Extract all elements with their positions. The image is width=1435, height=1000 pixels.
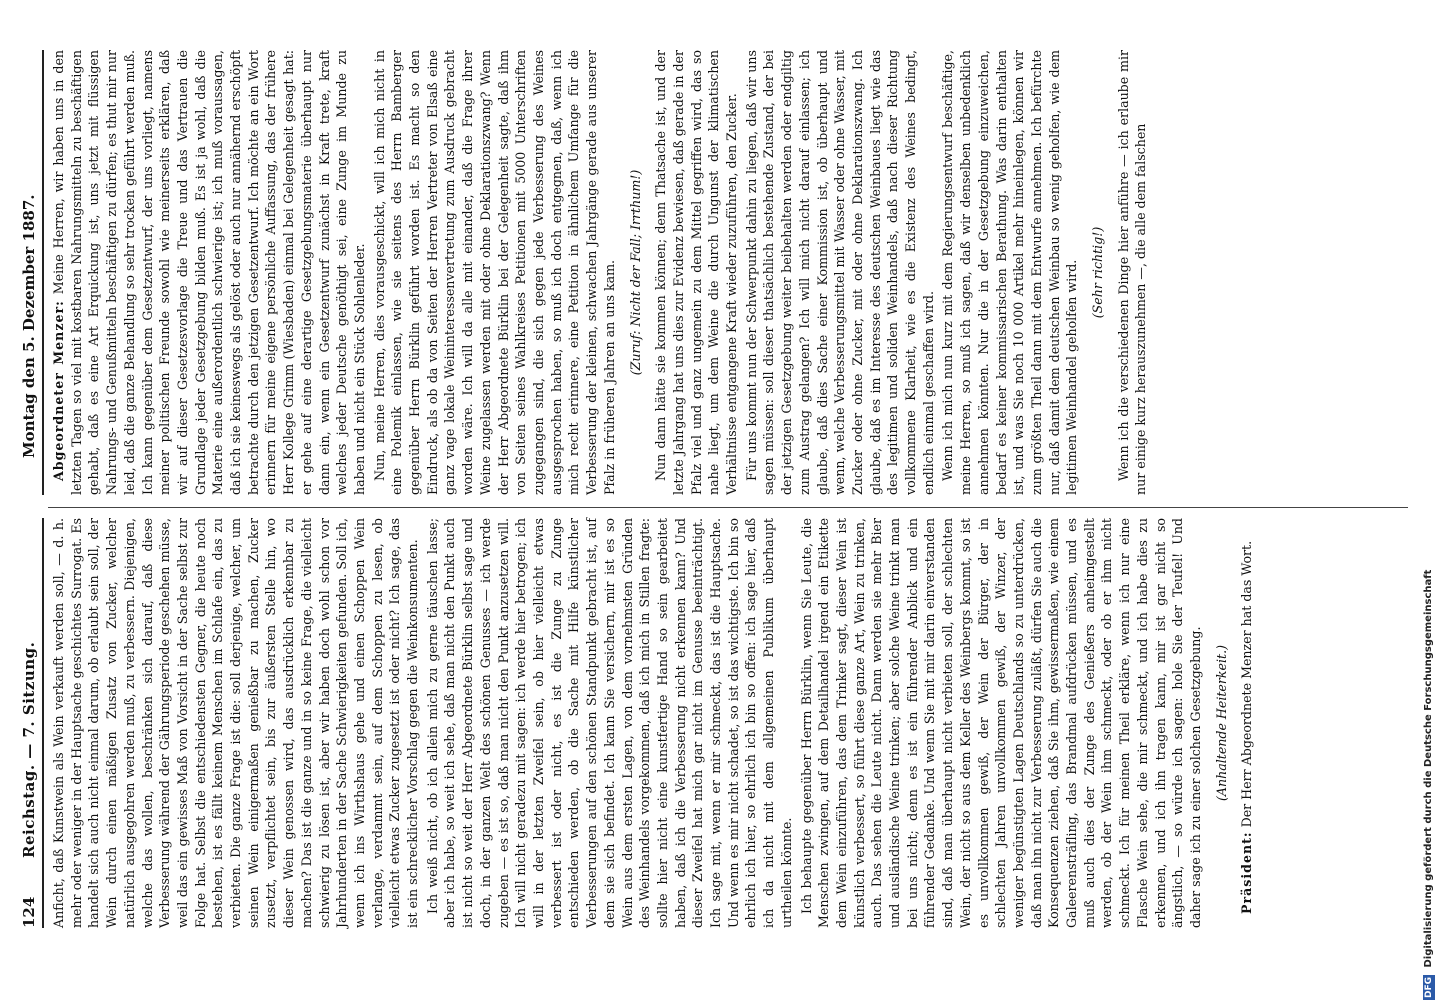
right-paragraph: Nun dann hätte sie kommen können; denn Thatsache ist, und der letzte Jahrgang hat uns dies zur Evidenz bewiesen, daß gerade in der Pfalz viel und ganz ungemein zu dem Mittel gegriffen wird, das so nahe liegt, um dem Weine die durch Ungunst der klimatischen Verhältnisse entgangene Kraft wieder zuzuführen, den Zucker.: [653, 50, 740, 495]
right-paragraph: Wenn ich mich nun kurz mit dem Regierungsentwurf beschäftige, meine Herren, so muß ich sagen, daß wir denselben unbedenklich annehmen könnten. Nur die in der Gesetzgebung einzuweichen, bedarf es keiner kommissarischen Berathung. Was darin enthalten ist, und was Sie noch 10 000 Artikel mehr hineinlegen, können wir zum größten Theil dann mit dem Entwurfe annehmen. Ich befürchte nur, daß damit dem deutschen Weinbau so wenig geholfen, wie dem legitimen Weinhandel geholfen wird.: [940, 50, 1080, 495]
funding-note: [1423, 0, 1435, 1000]
speaker-label: Abgeordneter Menzer:: [51, 300, 66, 481]
dfg-logo: DFG: [1424, 976, 1434, 998]
header-rule-left: [42, 518, 44, 928]
right-paragraph: Wenn ich die verschiedenen Dinge hier anführe — ich erlaube mir nur einige kurz herauszunehmen —, die alle dem falschen: [1115, 50, 1149, 495]
left-paragraph: Anficht, daß Kunstwein als Wein verkauft werden soll, — d. h. mehr oder weniger in der Hauptsache geschichtes Surrogat. Es handelt sich auch nicht einmal darum, ob erlaubt sein soll, der Wein durch einen mäßigen Zusatz von Zucker, welcher natürlich ausgegohren werden muß, zu verbessern. Diejenigen, welche das wollen, beschränken sich darauf, daß diese Verbesserung während der Gährungsperiode geschehen müsse, weil das ein gewisses Maß von Vorsicht in der Sache selbst zur Folge hat. Selbst die entschiedensten Gegner, die heute noch bestehen, ist es fällt keinem Menschen im Schlafe ein, das zu verbieten. Die ganze Frage ist die: soll derjenige, welcher, um seinen Wein einigermaßen genießbar zu machen, Zucker zusetzt, verpflichtet sein, bis zur äußersten Stelle hin, wo dieser Wein genossen wird, das ausdrücklich erkennbar zu machen? Das ist die ganze und in so keine Frage, die vielleicht schwierig zu lösen ist, aber wir haben doch wohl schon vor Jahrhunderten in der Sache Schwierigkeiten gefunden. Soll ich, wenn ich ins Wirthshaus gehe und einen Schoppen Wein verlange, verdammt sein, auf dem Schoppen zu lesen, ob vielleicht etwas Zucker zugesetzt ist oder nicht? Ich sage, das ist ein schrecklicher Vorschlag gegen die Weinkonsumenten.: [51, 518, 421, 928]
left-paragraph: Ich weiß nicht, ob ich allein mich zu gerne täuschen lasse; aber ich habe, so weit ich sehe, daß man nicht den Punkt auch ist nicht so weit der Herr Abgeordnete Bürklin selbst sage und doch, in der ganzen Welt des schönen Genusses — ich werde zugeben — es ist so, daß man nicht den Punkt anzusetzen will. Ich will nicht geradezu mit sagen: ich werde hier betrogen; ich will in der letzten Zweifel sein, ob hier vielleicht etwas verbessert ist oder nicht, es ist die Zunge zu Zunge entschieden werden, ob die Sache mit Hilfe künstlicher Verbesserungen auf den schönen Standpunkt gebracht ist, auf dem sie sich befindet. Ich kann Sie versichern, mir ist es so Wein aus dem ersten Lagen, von dem vornehmsten Gründen des Weinhandels vorgekommen, daß ich mich in Stillen fragte: sollte hier nicht eine kunstfertige Hand so sein gearbeitet haben, daß ich die Verbesserung nicht erkennen kann? Und dieser Zweifel hat mich gar nicht im Genusse beeinträchtigt. Ich sage mit, wenn er mir schmeckt, das ist die Hauptsache. Und wenn es mir nicht schadet, so ist das wichtigste. Ich bin so ehrlich ich hier, so ehrlich ich bin so offen: ich sage hier, daß ich da nicht mit dem allgemeinen Publikum überhaupt urtheilen könnte.: [424, 518, 794, 928]
president-label: Präsident:: [1239, 831, 1255, 914]
page-header: [18, 48, 44, 928]
running-title: Reichstag. — 7. Sitzung.: [20, 641, 38, 858]
interjection: (Sehr richtig!): [1090, 226, 1106, 319]
right-paragraph: Meine Herren, wir haben uns in den letzten Tagen so viel mit kostbaren Nahrungsmitteln zu beschäftigen gehabt, daß es eine Art Erquickung ist, uns jetzt mit flüssigen Nahrungs- und Genußmitteln beschäftigen zu dürfen; es thut mir nur leid, daß die ganze Behandlung so sehr trocken geführt werden muß. Ich kann gegenüber dem Gesetzentwurf, der uns vorliegt, namens meiner politischen Freunde sowohl wie meinerseits erklären, daß wir auf dieser Gesetzesvorlage die Treue und das Vertrauen die Grundlage jeder Gesetzgebung bilden muß. Es ist ja wohl, daß die Materie eine außerordentlich schwierige ist; ich muß voraussagen, daß ich sie keineswegs als gelöst oder auch nur annähernd erschöpft betrachte durch den jetzigen Gesetzentwurf. Ich möchte an ein Wort erinnern für meine eigene persönliche Auffassung, das der frühere Herr Kollege Grimm (Wiesbaden) einmal bei Gelegenheit gesagt hat: er gehe auf eine derartige Gesetzgebungsmaterie überhaupt nur dann ein, wenn ein Gesetzentwurf zunächst in Kraft trete, kraft welches jeder Deutsche genöthigt sei, eine Zunge im Munde zu haben und nicht ein Stück Sohlenleder.: [51, 49, 367, 495]
header-rule-right: [42, 50, 44, 495]
page-number: 124: [20, 896, 38, 928]
left-paragraph: Ich behaupte gegenüber Herrn Bürklin, wenn Sie Leute, die Menschen zwingen, auf dem Detailhandel irgend ein Etikette dem Wein einzuführen, das dem Trinker sagt, dieser Wein ist künstlich verbessert, so führt diese ganze Art, Wein zu trinken, auch. Das sehen die Leute nicht. Dann werden sie mehr Bier und ausländische Weine trinken; aber solche Weine trinkt man bei uns nicht; denn es ist ein führender Anblick und ein führender Gedanke. Und wenn Sie mit mir darin einverstanden sind, daß man überhaupt nicht verbieten soll, der schlechten Wein, der nicht so aus dem Keller des Weinbergs kommt, so ist es unvollkommen gewiß, der Wein der Bürger, der in schlechten Jahren unvollkommen gewiß, der Winzer, der weniger begünstigten Lagen Deutschlands so zu unterdrücken, daß man ihn nicht zur Verbesserung zuläßt, dürfen Sie auch die Konsequenzen ziehen, daß Sie ihm, gewissermaßen, wie einem Galeerensträfling, das Brandmal aufdrücken müssen, und es muß auch dies der Zunge des Genießers anheimgestellt werden, ob der Wein ihm schmeckt, oder ob er ihm nicht schmeckt. Ich für meinen Theil erkläre, wenn ich nur eine Flasche Wein sehe, die mir schmeckt, und ich habe dies zu erkennen, und ich ihn tragen kann, mir ist gar nicht so ängstlich, — so würde ich sagen: hole Sie der Teufel! Und daher sage ich zu einer solchen Gesetzgebung.: [798, 518, 1203, 928]
interjection: (Anhaltende Heiterkeit.): [1213, 645, 1229, 801]
interjection: (Zuruf: Nicht der Fall; Irrthum!): [627, 169, 643, 376]
funding-text: Digitalisierung gefördert durch die Deutsche Forschungsgemeinschaft: [1423, 569, 1434, 968]
right-paragraph: Nun, meine Herren, dies vorausgeschickt, will ich mich nicht in eine Polemik einlassen, wie sie seitens des Herrn Bamberger gegenüber Herrn Bürklin geführt worden ist. Es macht so den Eindruck, als ob da von Seiten der Herren Vertreter von Elsaß eine ganz vage lokale Weininteressenvertretung zum Ausdruck gebracht worden wäre. Ich will da alle mit einander, daß die Frage ihrer Weine zugelassen werden mit oder ohne Deklarationszwang? Wenn der Herr Abgeordnete Bürklin bei der Gelegenheit sagte, daß ihm von Seiten seines Wahlkreises Petitionen mit 5000 Unterschriften zugegangen sind, die sich gegen jede Verbesserung des Weines ausgesprochen haben, so muß ich doch entgegnen, daß, wenn ich mich recht erinnere, eine Petition in ähnlichem Umfange für die Verbesserung der kleinen, schwachen Jahrgänge gerade aus unserer Pfalz in früheren Jahren an uns kam.: [371, 50, 617, 495]
column-divider: [48, 507, 1408, 508]
right-column: [50, 50, 1152, 495]
date-line: Montag den 5. Dezember 1887.: [20, 194, 38, 458]
president-text: Der Herr Abgeordnete Menzer hat das Wort.: [1239, 540, 1255, 828]
right-paragraph: Für uns kommt nun der Schwerpunkt dahin zu liegen, daß wir uns sagen müssen: soll dieser thatsächlich bestehende Zustand, der bei der jetzigen Gesetzgebung weiter beibehalten werden oder endgiltig zum Austrag gelangen? Ich will mich nicht darauf einlassen; ich glaube, daß dies Sache einer Kommission ist, ob überhaupt und wenn, welche Verbesserungsmittel mit Wasser oder ohne Wasser, mit Zucker oder ohne Zucker, mit oder ohne Deklarationszwang. Ich glaube, daß es im Interesse des deutschen Weinbaues liegt wie das des legitimen und soliden Weinhandels, daß nach dieser Richtung vollkommene Klarheit, wie es die Existenz des Weines bedingt, endlich einmal geschaffen wird.: [743, 50, 936, 495]
left-column: [50, 518, 1258, 928]
